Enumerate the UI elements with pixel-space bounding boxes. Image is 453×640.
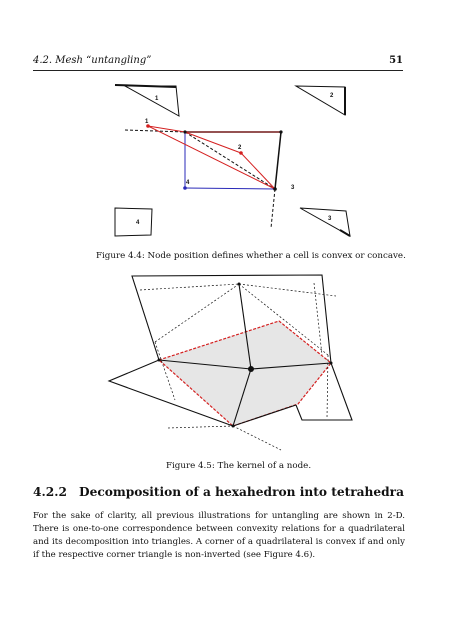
node-2-label: 2 xyxy=(238,145,242,151)
section-title-text: Decomposition of a hexahedron into tetrahedra xyxy=(79,485,405,499)
quad-1-label: 1 xyxy=(155,96,159,102)
figure-4-4-caption: Figure 4.4: Node position defines whether a cell is convex or concave. xyxy=(96,251,406,261)
node-4-label: 4 xyxy=(186,180,190,186)
header-section-title: 4.2. Mesh “untangling” xyxy=(33,55,152,66)
quad-4-label: 4 xyxy=(136,220,140,226)
body-paragraph: For the sake of clarity, all previous illustrations for untangling are shown in 2-D. There is one-to-one correspondence between convexity relations for a quadrilateral and its decomposition into triangles. A corner of a quadrilateral is convex if and only if the respective corner triangle is non-inverted (see Figure 4.6). xyxy=(33,511,405,560)
quad-2-label: 2 xyxy=(330,93,334,99)
center-node-dot xyxy=(248,366,254,372)
node-1-label: 1 xyxy=(145,119,149,125)
header-page-number: 51 xyxy=(389,55,403,66)
section-heading xyxy=(33,485,404,499)
section-number: 4.2.2 xyxy=(33,485,67,499)
node-3-label: 3 xyxy=(291,185,295,191)
figure-4-5-caption: Figure 4.5: The kernel of a node. xyxy=(166,461,312,471)
quad-3-label: 3 xyxy=(328,216,332,222)
